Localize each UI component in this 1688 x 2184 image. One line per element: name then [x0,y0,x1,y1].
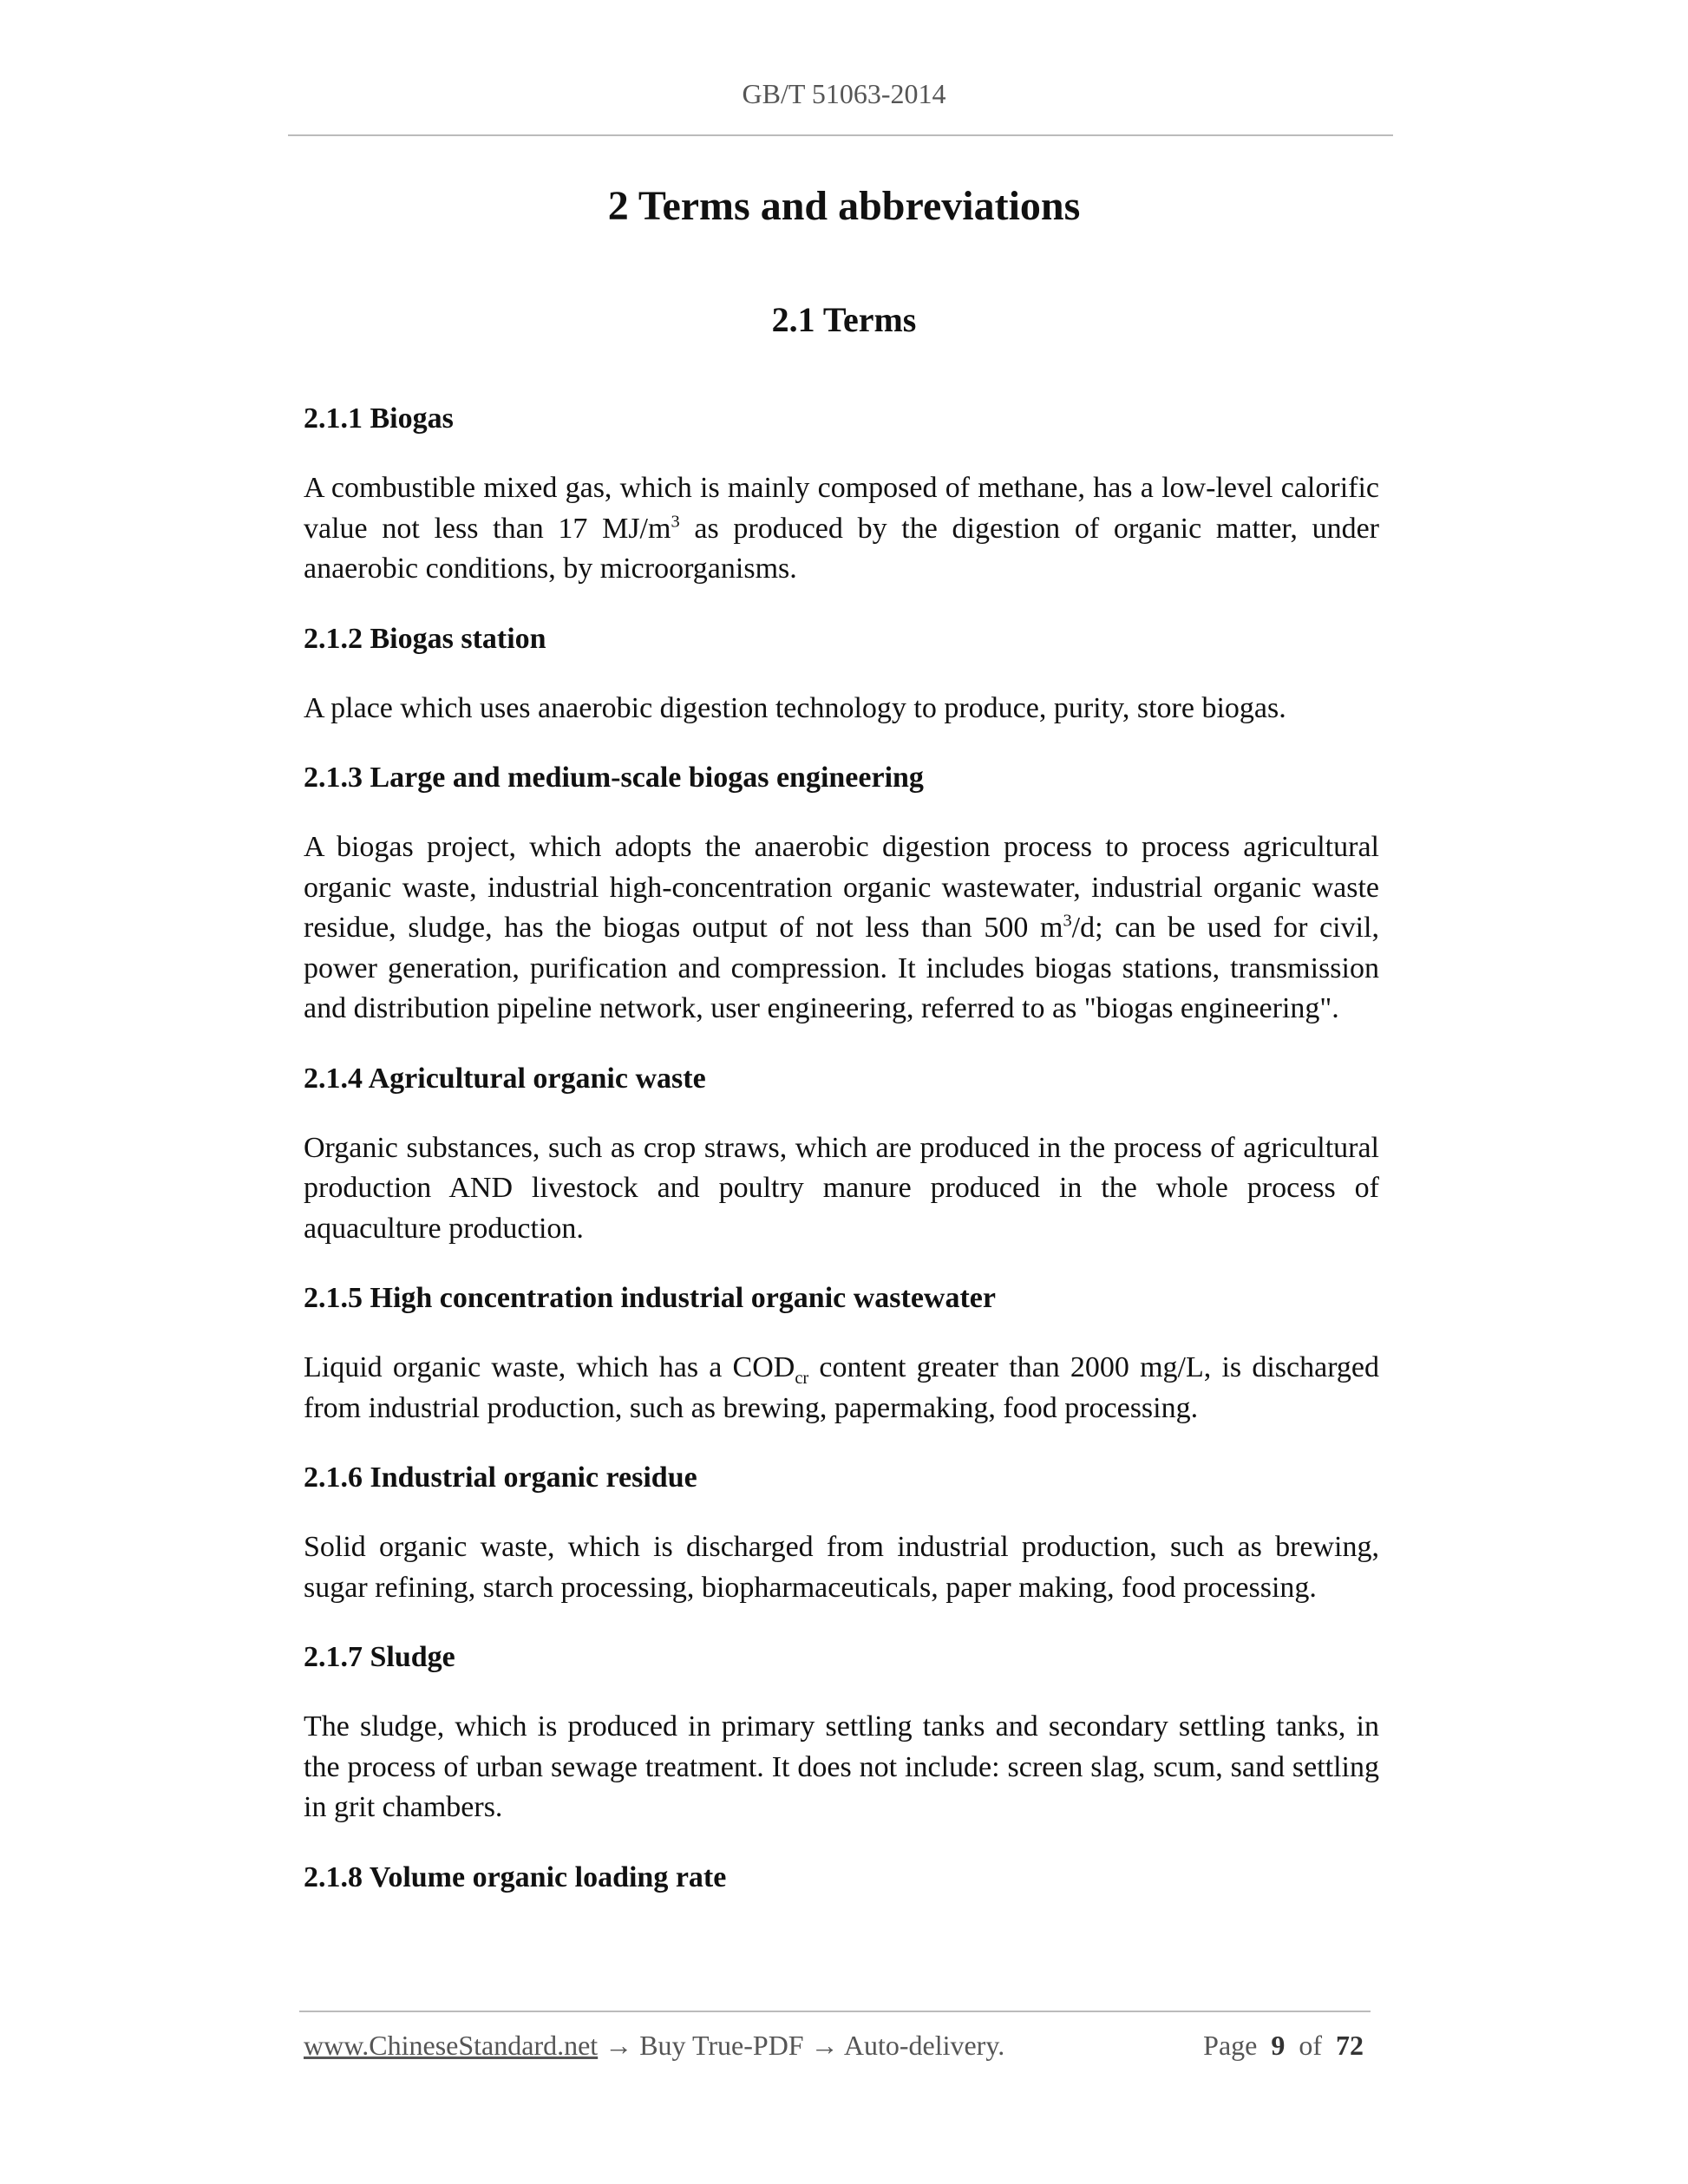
term-biogas [304,399,1379,590]
terms-list [304,399,1379,1927]
page-footer [304,2030,1371,2068]
term-heading: 2.1.1 Biogas [304,402,454,435]
term-definition: Organic substances, such as crop straws, which are produced in the process of agricultural production AND livestock and poultry manure produced in the whole process of aquaculture production. [304,1131,1379,1245]
term-large-medium-biogas-engineering [304,758,1379,1030]
section-title: 2.1 Terms [771,300,917,339]
page-indicator [1203,2030,1364,2062]
term-heading: 2.1.8 Volume organic loading rate [304,1860,727,1893]
chapter-title: 2 Terms and abbreviations [607,183,1081,229]
page-of-label: of [1299,2030,1322,2061]
term-heading: 2.1.5 High concentration industrial organic wastewater [304,1282,996,1314]
arrow-right-icon: → [810,2030,839,2061]
page-label: Page [1203,2030,1258,2061]
current-page-number: 9 [1271,2030,1286,2061]
term-sludge [304,1638,1379,1828]
term-high-concentration-wastewater [304,1278,1379,1429]
term-heading: 2.1.4 Agricultural organic waste [304,1062,706,1095]
term-heading: 2.1.6 Industrial organic residue [304,1461,697,1494]
arrow-right-icon: → [605,2030,633,2061]
header-divider [288,134,1393,136]
footer-divider [299,2011,1371,2012]
term-volume-organic-loading-rate [304,1858,1379,1898]
footer-promo [304,2030,1004,2062]
term-definition: A biogas project, which adopts the anaerobic digestion process to process agricultural organic waste, industrial high-concentration organic wastewater, industrial organic waste residue, sludge, has the biogas output of not less than 500 $m^3/d$; can be used for civil, power generation, purification and compression. It includes biogas stations, transmission and distribution pipeline network, user engineering, referred to as "biogas engineering". [304,831,1379,1024]
term-industrial-organic-residue [304,1458,1379,1608]
auto-delivery-text: Auto-delivery. [843,2030,1005,2061]
term-heading: 2.1.2 Biogas station [304,622,546,655]
running-header: GB/T 51063-2014 [742,78,946,109]
term-heading: 2.1.3 Large and medium-scale biogas engineering [304,762,924,794]
term-biogas-station [304,619,1379,729]
term-definition: A combustible mixed gas, which is mainly composed of methane, has a low-level calorific value not less than 17 $MJ/m^3$ as produced by the digestion of organic matter, under anaerobic conditions, by microorganisms. [304,472,1380,585]
term-heading: 2.1.7 Sludge [304,1641,455,1673]
term-definition: Solid organic waste, which is discharged from industrial production, such as brewing, sugar refining, starch processing, biopharmaceuticals, paper making, food processing. [304,1531,1379,1604]
website-link[interactable]: www.ChineseStandard.net [304,2030,599,2061]
term-definition: Liquid organic waste, which has a $COD_{cr}$ content greater than 2000 mg/L, is discharged from industrial production, such as brewing, papermaking, food processing. [304,1351,1379,1424]
term-agricultural-organic-waste [304,1059,1379,1250]
term-definition: The sludge, which is produced in primary settling tanks and secondary settling tanks, in the process of urban sewage treatment. It does not include: screen slag, scum, sand settling in grit chambers. [304,1710,1379,1823]
total-pages-number: 72 [1336,2030,1364,2061]
term-definition: A place which uses anaerobic digestion technology to produce, purity, store biogas. [304,691,1286,724]
buy-pdf-text: Buy True-PDF [639,2030,804,2061]
